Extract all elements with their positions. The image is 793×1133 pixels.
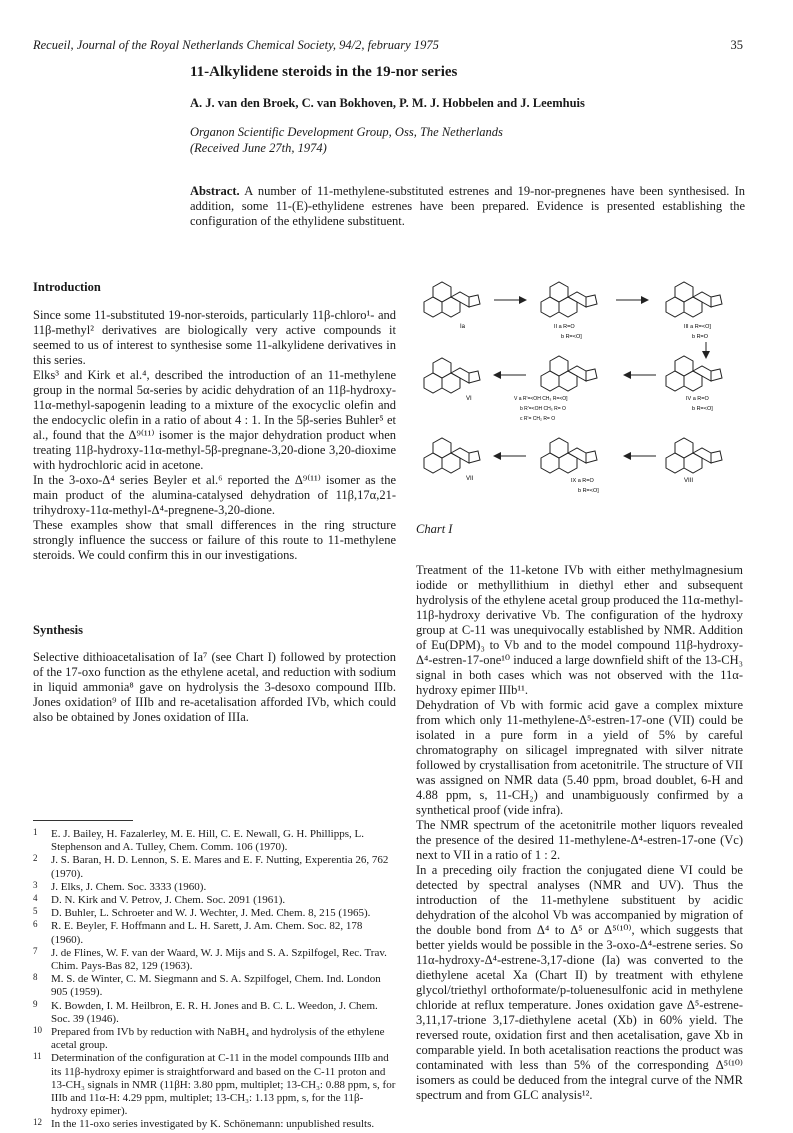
footnote-rule	[33, 820, 133, 821]
abstract	[190, 184, 745, 229]
label-IVb: b R=<O]	[692, 406, 713, 412]
footnote: 11 Determination of the configuration at C-11 in the model compounds IIIb and its 11β-hydroxy epimer is straightforward and based on the C-11 proton and 13-CH₃ signals in NMR (11βH: 3.80 ppm, multiplet; 13-CH₃: 0.88 ppm, s, for IIIb and 11α-H: 4.29 ppm, multiplet; 13-CH₃: 1.13 ppm, s, for the 11β-hydroxy epimer).	[33, 1051, 396, 1118]
footnote: 4 D. N. Kirk and V. Petrov, J. Chem. Soc. 2091 (1961).	[33, 893, 286, 907]
structure-IX	[541, 438, 597, 473]
structure-V	[541, 356, 597, 391]
footnotes	[33, 828, 396, 1132]
label-VIII: VIII	[684, 478, 694, 484]
label-IXb: b R=<O]	[578, 488, 599, 494]
paragraph: The NMR spectrum of the acetonitrile mother liquors revealed the presence of the desired 11-methylene-Δ⁴-estren-17-one (Vc) next to VII in a ratio of 1 : 2.	[416, 818, 743, 862]
label-IXa: IX a R=O	[571, 478, 594, 484]
intro-paragraph: Since some 11-substituted 19-nor-steroids, particularly 11β-chloro¹- and 11β-methyl² derivatives are biologically very active compounds it seemed to us of interest to synthesise some 11-alkylidene derivatives in this series.	[33, 308, 396, 367]
label-IVa: IV a R=O	[686, 396, 709, 402]
label-VII: VII	[466, 476, 474, 482]
label-IIb: b R=<O]	[561, 334, 582, 340]
paragraph: In a preceding oily fraction the conjugated diene VI could be detected by spectral analyses (NMR and UV). Thus the introduction of the 11-methylene substituent by acidic dehydration of the alcohol Vb was accompanied by migration of the double bond from Δ⁴ to Δ⁵ or Δ⁵⁽¹⁰⁾, which suggests that better yields would be possible in the 3-oxo-Δ⁴-estrene series. So 11α-hydroxy-Δ⁴-estrene-3,17-dione (Ia) was converted to the diethylene acetal Xa (Chart II) by treatment with ethylene glycol/triethyl orthoformate/p-toluenesulfonic acid in methylene chloride at reflux temperature. Jones oxidation gave Δ⁵-estrene-3,11,17-trione 3,17-diethylene acetal (Xb) in 60% yield. The reversed route, oxidation first and then acetalisation, gave Xb in comparable yield. In both acetalisation reactions the product was contaminated with less than 5% of the corresponding Δ⁵⁽¹⁰⁾ isomers as could be deduced from the integral curve of the NMR spectrum and from GLC analysis¹².	[416, 863, 743, 1102]
footnote: 5 D. Buhler, L. Schroeter and W. J. Wechter, J. Med. Chem. 8, 215 (1965).	[33, 906, 371, 920]
footnote: 2 J. S. Baran, H. D. Lennon, S. E. Mares and E. F. Nutting, Experentia 26, 762 (1970).	[33, 853, 389, 880]
synthesis-body: Selective dithioacetalisation of Ia⁷ (see Chart I) followed by protection of the 17-oxo function as the ethylene acetal, and reduction with sodium in liquid ammonia⁸ gave on hydrolysis the 3-desoxo compound IIIb. Jones oxidation⁹ of IIIb and re-acetalisation afforded IVb, which could also be obtained by Jones oxidation of IIIa.	[33, 650, 396, 724]
abstract-text: A number of 11-methylene-substituted estrenes and 19-nor-pregnenes have been synthesised. In addition, some 11-(E)-ethylidene estrenes have been prepared. Evidence is presented establishing the configuration of the ethylidene substituent.	[190, 184, 745, 228]
footnote: 3 J. Elks, J. Chem. Soc. 3333 (1960).	[33, 879, 207, 893]
footnote: 1 E. J. Bailey, H. Fazalerley, M. E. Hill, C. E. Newall, G. H. Phillipps, L. Stephenson and A. Tulley, Chem. Comm. 106 (1970).	[33, 827, 364, 854]
structure-VII	[424, 438, 480, 473]
received-date: (Received June 27th, 1974)	[190, 141, 327, 155]
intro-paragraph: Elks³ and Kirk et al.⁴, described the introduction of an 11-methylene group in the normal 5α-series by acidic dehydration of an 11β-hydroxy-11α-methyl-sapogenin leading to a mixture of the exocyclic olefin and the endocyclic olefin in a ratio of about 4 : 1. In the 5β-series Buhler⁵ et al., found that the Δ⁹⁽¹¹⁾ isomer is the major dehydration product when treating 11β-hydroxy-11α-methyl-5β-pregnane-3,20-dione 3,20-dioxime with hydrochloric acid in acetone.	[33, 368, 396, 472]
journal-citation: Recueil, Journal of the Royal Netherlands Chemical Society, 94/2, february 1975	[33, 38, 439, 52]
article-title: 11-Alkylidene steroids in the 19-nor series	[190, 64, 458, 80]
intro-paragraph: In the 3-oxo-Δ⁴ series Beyler et al.⁶ reported the Δ⁹⁽¹¹⁾ isomer as the main product of the alumina-catalysed dehydration of 11β,17α,21-trihydroxy-11α-methyl-Δ⁴-pregnene-3,20-dione.	[33, 473, 396, 517]
paragraph: Treatment of the 11-ketone IVb with either methylmagnesium iodide or methyllithium in diethyl ether and subsequent hydrolysis of the ethylene acetal group produced the 11α-methyl-11β-hydroxy derivative Vb. The configuration of the hydroxy group at C-11 was unequivocally established by NMR. Addition of Eu(DPM)₃ to Vb and to the model compound 11β-hydroxy-Δ⁴-estren-17-one¹⁰ induced a large downfield shift of the 13-CH₃ signal in both cases which was not observed with the 11α-hydroxy epimer IIIb¹¹.	[416, 563, 743, 697]
introduction-heading: Introduction	[33, 280, 101, 294]
footnote: 8 M. S. de Winter, C. M. Siegmann and S. A. Szpilfogel, Chem. Ind. London 905 (1959).	[33, 972, 381, 999]
label-Ia: Ia	[460, 324, 466, 330]
structure-II	[541, 282, 597, 317]
page-number: 35	[730, 38, 743, 52]
structure-VIII	[666, 438, 722, 473]
structure-VI	[424, 358, 480, 393]
abstract-label: Abstract.	[190, 184, 240, 198]
footnote: 10 Prepared from IVb by reduction with NaBH₄ and hydrolysis of the ethylene acetal group.	[33, 1025, 385, 1052]
footnote: 12 In the 11-oxo series investigated by K. Schönemann: unpublished results.	[33, 1117, 375, 1131]
chart-caption: Chart I	[416, 522, 453, 536]
footnote: 7 J. de Flines, W. F. van der Waard, W. J. Mijs and S. A. Szpilfogel, Rec. Trav. Chim. Pays-Bas 82, 129 (1963).	[33, 945, 387, 973]
structure-Ia	[424, 282, 480, 317]
label-Va: V a R'=<OH CH₃ R=<O]	[514, 396, 568, 402]
right-column-body	[416, 563, 743, 1103]
label-IIIb: b R=O	[692, 334, 709, 340]
label-IIa: II a R=O	[554, 324, 575, 330]
reaction-scheme	[416, 270, 746, 510]
synthesis-heading: Synthesis	[33, 623, 84, 637]
label-IIIa: III a R=<O]	[684, 324, 711, 330]
paragraph: Dehydration of Vb with formic acid gave a complex mixture from which only 11-methylene-Δ⁵-estren-17-one (VII) could be isolated in a pure form in a yield of 5% by careful chromatography on silicagel impregnated with silver nitrate followed by crystallisation from acetonitrile. The structure of VII was assigned on NMR data (5.40 ppm, broad doublet, 6-H and 4.88 ppm, s, 11-CH₂) and unambiguously confirmed by a synthetical proof (vide infra).	[416, 698, 743, 817]
running-header	[33, 38, 743, 53]
structure-IV	[666, 356, 722, 391]
authors: A. J. van den Broek, C. van Bokhoven, P. M. J. Hobbelen and J. Leemhuis	[190, 96, 585, 110]
affiliation-institution: Organon Scientific Development Group, Oss, The Netherlands	[190, 125, 503, 139]
label-VI: VI	[466, 396, 472, 402]
intro-paragraph: These examples show that small differences in the ring structure strongly influence the success or failure of this route to 11-methylene steroids. We could confirm this in our investigations.	[33, 518, 396, 562]
introduction-body	[33, 308, 396, 563]
affiliation	[190, 124, 503, 156]
label-Vb: b R'=<OH CH₃ R= O	[520, 406, 566, 412]
label-Vc: c R'= CH₂ R= O	[520, 416, 556, 422]
structure-III	[666, 282, 722, 317]
footnote: 6 R. E. Beyler, F. Hoffmann and L. H. Sarett, J. Am. Chem. Soc. 82, 178 (1960).	[33, 919, 363, 946]
footnote: 9 K. Bowden, I. M. Heilbron, E. R. H. Jones and B. C. L. Weedon, J. Chem. Soc. 39 (1946).	[33, 998, 378, 1025]
